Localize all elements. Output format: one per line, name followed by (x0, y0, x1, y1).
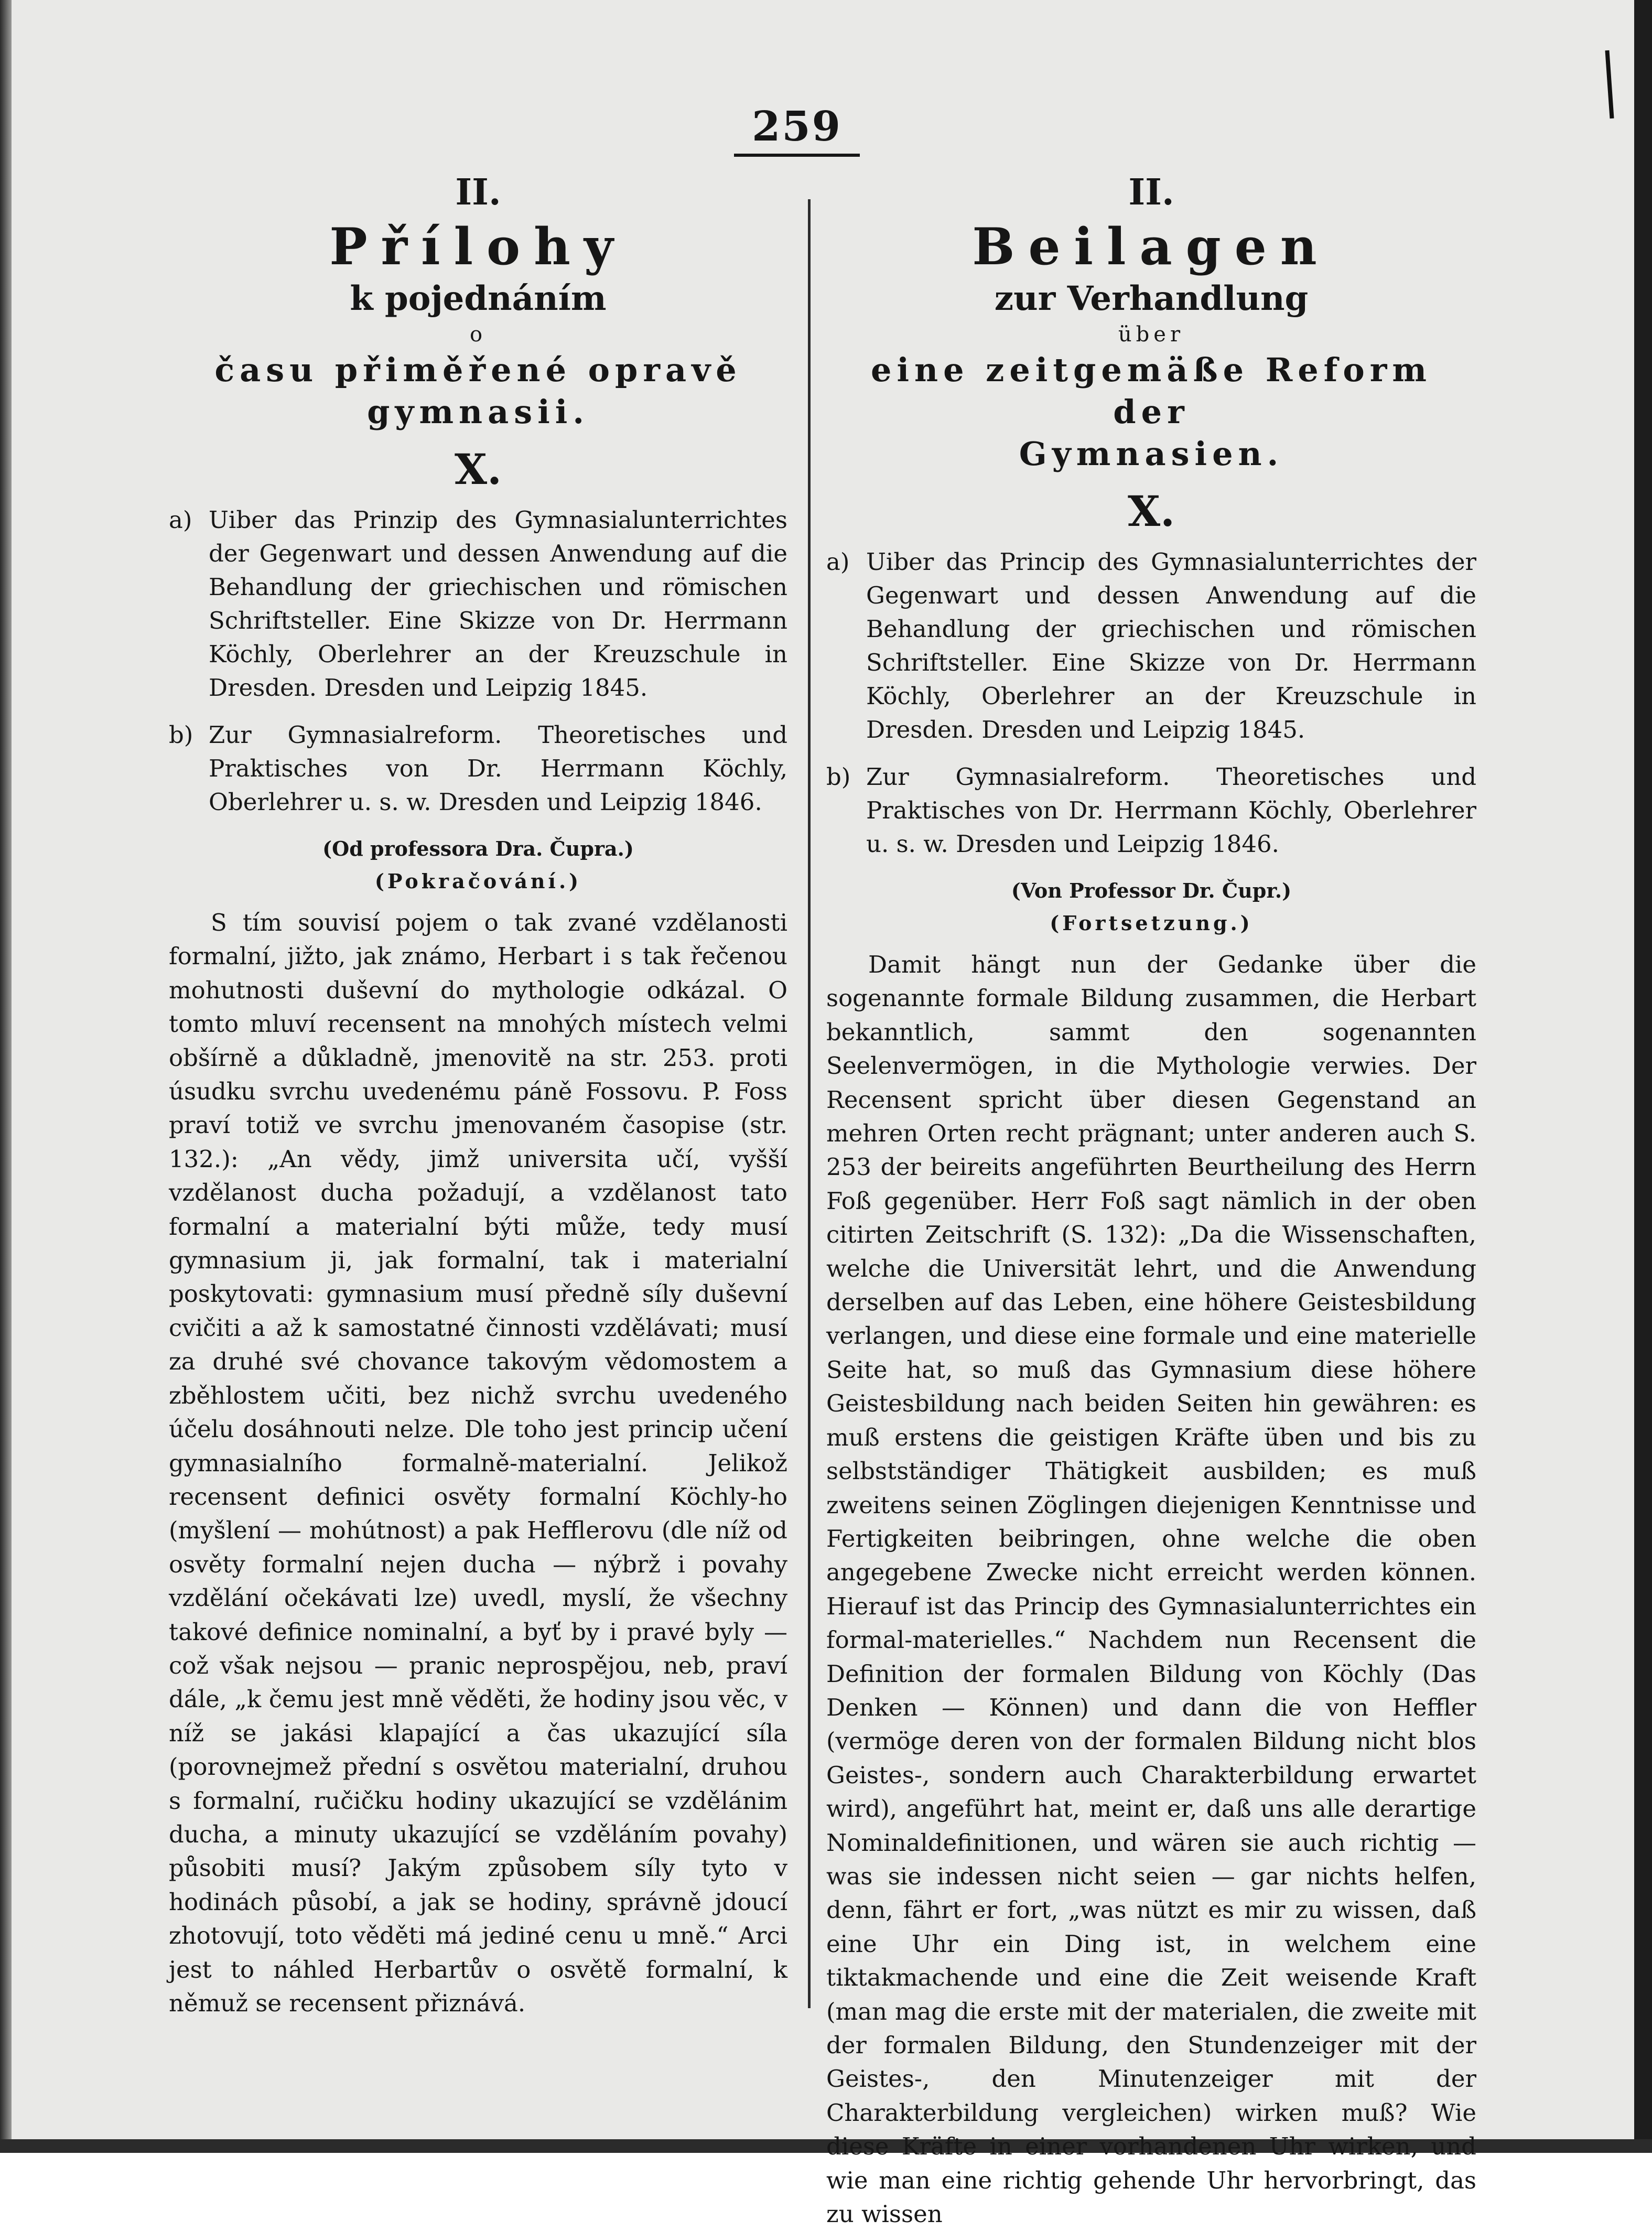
page-number: 259 (734, 103, 860, 157)
pencil-mark (1605, 50, 1614, 118)
german-column (826, 169, 1476, 2231)
czech-references (169, 503, 787, 819)
czech-column (169, 169, 787, 2020)
german-topic-line-1: eine zeitgemäße Reform der (871, 351, 1432, 431)
czech-connector: o (469, 322, 487, 347)
reference-text: Zur Gymnasialreform. Theoretisches und Praktisches von Dr. Herrmann Köchly, Oberlehrer u. s. w. Dresden und Leipzig 1846. (209, 721, 787, 816)
czech-continuation-note: (Pokračování.) (374, 869, 582, 893)
czech-body-text: S tím souvisí pojem o tak zvané vzdělanosti formalní, jižto, jak známo, Herbart i s tak řečenou mohutnosti duševní do mythologie odkázal. O tomto mluví recensent na mnohých místech velmi obšírně a důkladně, jmenovitě na str. 253. proti úsudku svrchu uvedenému páně Fossovu. P. Foss praví totiž ve svrchu jmenovaném časopise (str. 132.): „An vědy, jimž universita učí, vyšší vzdělanost ducha požadují, a vzdělanost tato formalní a materialní býti může, tedy musí gymnasium ji, jak formalní, tak i materialní poskytovati: gymnasium musí předně síly duševní cvičiti a až k samostatné činnosti vzdělávati; musí za druhé své chovance takovým vědomostem a zběhlostem učiti, bez nichž svrchu uvedeného účelu dosáhnouti nelze. Dle toho jest princip učení gymnasialního formalně-materialní. Jelikož recensent definici osvěty formalní Köchly-ho (myšlení — mohútnost) a pak Hefflerovu (dle níž od osvěty formalní nejen ducha — nýbrž i povahy vzdělání očekávati lze) uvedl, myslí, že všechny takové definice nominalní, a byť by i pravé byly — což však nejsou — pranic neprospějou, neb, praví dále, „k čemu jest mně věděti, že hodiny jsou věc, v níž se jakási klapající a čas ukazující síla (porovnejmež přední s osvětou materialní, druhou s formalní, ručičku hodiny ukazující se vzdělánim ducha, a minuty ukazující se vzděláním povahy) působiti musí? Jakým způsobem síly tyto v hodinách působí, a jak se hodiny, správně jdoucí zhotovují, toto věděti má jediné cenu u mně.“ Arci jest to náhled Herbartův o osvětě formalní, k němuž se recensent přiznává. (169, 909, 787, 2017)
czech-topic-line-1: času přiměřené opravě (214, 351, 742, 389)
reference-label: b) (826, 763, 851, 791)
reference-label: b) (169, 721, 193, 749)
czech-part-number: X. (455, 445, 502, 494)
german-references (826, 545, 1476, 861)
reference-label: a) (169, 506, 192, 534)
german-subtitle: zur Verhandlung (994, 279, 1309, 318)
czech-topic-line-2: gymnasii. (367, 393, 589, 431)
german-reference-a (826, 545, 1476, 747)
reference-text: Uiber das Princip des Gymnasialunterrichtes der Gegenwart und dessen Anwendung auf die Behandlung der griechischen und römischen Schriftsteller. Eine Skizze von Dr. Herrmann Köchly, Oberlehrer an der Kreuzschule in Dresden. Dresden und Leipzig 1845. (866, 548, 1476, 743)
czech-reference-b (169, 718, 787, 819)
right-page-edge (1634, 0, 1652, 2153)
czech-author-note: (Od professora Dra. Čupra.) (322, 837, 634, 860)
czech-title: Přílohy (329, 217, 627, 276)
german-author-note: (Von Professor Dr. Čupr.) (1011, 879, 1292, 902)
german-topic-line-2: Gymnasien. (1019, 435, 1284, 473)
german-part-number: X. (1128, 487, 1175, 536)
reference-text: Zur Gymnasialreform. Theoretisches und Praktisches von Dr. Herrmann Köchly, Oberlehrer u. s. w. Dresden und Leipzig 1846. (866, 763, 1476, 858)
reference-label: a) (826, 548, 850, 576)
german-continuation-note: (Fortsetzung.) (1050, 911, 1253, 935)
german-section-number: II. (1128, 171, 1174, 213)
left-page-edge (0, 0, 12, 2153)
czech-subtitle: k pojednáním (350, 279, 607, 318)
reference-text: Uiber das Prinzip des Gymnasialunterrichtes der Gegenwart und dessen Anwendung auf die Behandlung der griechischen und römischen Schriftsteller. Eine Skizze von Dr. Herrmann Köchly, Oberlehrer an der Kreuzschule in Dresden. Dresden und Leipzig 1845. (209, 506, 787, 702)
german-title: Beilagen (972, 217, 1331, 276)
czech-section-number: II. (455, 171, 501, 213)
german-connector: über (1118, 322, 1185, 347)
czech-reference-a (169, 503, 787, 705)
german-reference-b (826, 760, 1476, 861)
german-body-text: Damit hängt nun der Gedanke über die sogenannte formale Bildung zusammen, die Herbart bekanntlich, sammt den sogenannten Seelenvermögen, in die Mythologie verwies. Der Recensent spricht über diesen Gegenstand an mehren Orten recht prägnant; unter anderen auch S. 253 der beireits angeführten Beurtheilung des Herrn Foß gegenüber. Herr Foß sagt nämlich in der oben citirten Zeitschrift (S. 132): „Da die Wissenschaften, welche die Universität lehrt, und die Anwendung derselben auf das Leben, eine höhere Geistesbildung verlangen, und diese eine formale und eine materielle Seite hat, so muß das Gymnasium diese höhere Geistesbildung nach beiden Seiten hin gewähren: es muß erstens die geistigen Kräfte üben und bis zu selbstständiger Thätigkeit ausbilden; es muß zweitens seinen Zöglingen diejenigen Kenntnisse und Fertigkeiten beibringen, ohne welche die oben angegebene Zwecke nicht erreicht werden können. Hierauf ist das Princip des Gymnasialunterrichtes ein formal-materielles.“ Nachdem nun Recensent die Definition der formalen Bildung von Köchly (Das Denken — Können) und dann die von Heffler (vermöge deren von der formalen Bildung nicht blos Geistes-, sondern auch Charakterbildung erwartet wird), angeführt hat, meint er, daß uns alle derartige Nominaldefinitionen, und wären sie auch richtig — was sie indessen nicht seien — gar nichts helfen, denn, fährt er fort, „was nützt es mir zu wissen, daß eine Uhr ein Ding ist, in welchem eine tiktakmachende und eine die Zeit weisende Kraft (man mag die erste mit der materialen, die zweite mit der formalen Bildung, den Stundenzeiger mit der Geistes-, den Minutenzeiger mit der Charakterbildung vergleichen) wirken muß? Wie diese Kräfte in einer vorhandenen Uhr wirken, und wie man eine richtig gehende Uhr hervorbringt, das zu wissen (826, 951, 1476, 2228)
column-divider (808, 199, 811, 2008)
